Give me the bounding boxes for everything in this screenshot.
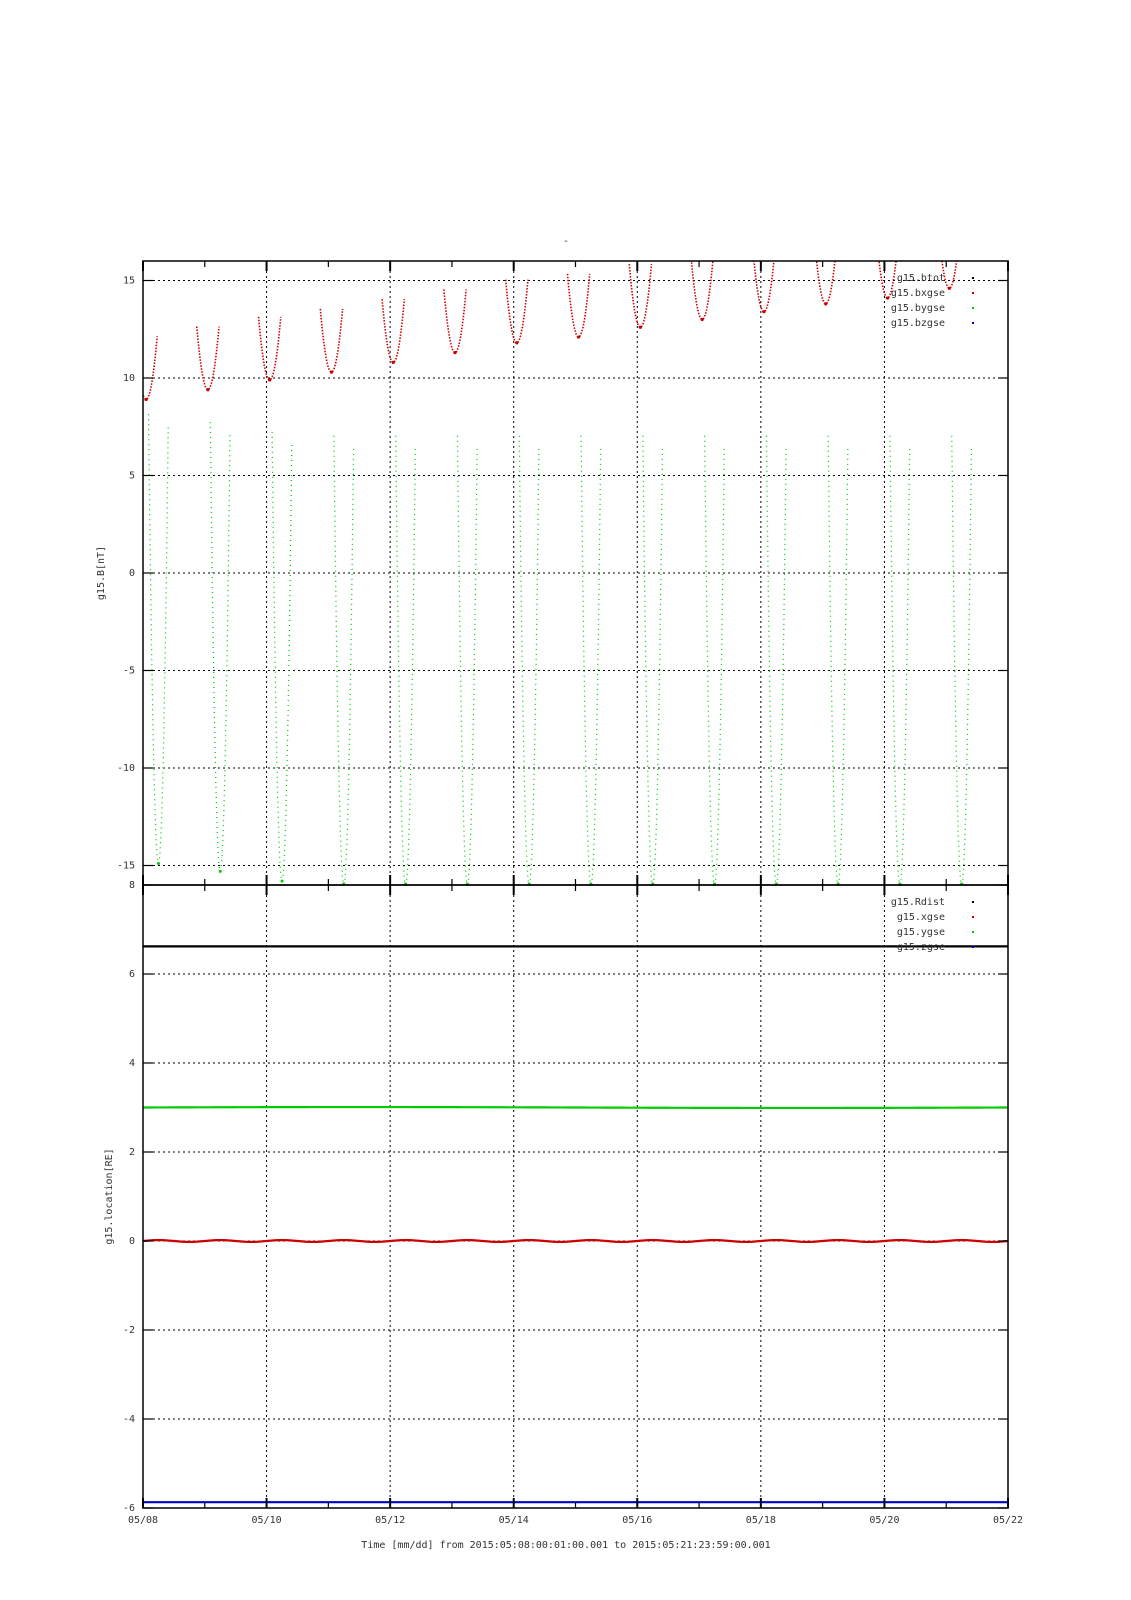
legend-entry-label: g15.bygse — [890, 303, 945, 314]
bxgse-minimum-point — [515, 341, 518, 344]
bxgse-minimum-point — [886, 296, 889, 299]
bygse-dip — [952, 436, 972, 885]
bxgse-dip — [320, 309, 342, 372]
bxgse-dip — [629, 264, 651, 327]
x-tick-labels — [128, 1515, 1023, 1526]
magnetic-field-panel — [96, 225, 1008, 885]
legend — [891, 897, 974, 953]
location-panel — [104, 880, 1008, 1514]
legend-entry-marker — [972, 322, 974, 324]
x-tick-label: 05/08 — [127, 1515, 159, 1526]
bygse-dip — [149, 414, 169, 863]
bxgse-minimum-point — [392, 361, 395, 364]
y-tick-label: -6 — [122, 1503, 135, 1514]
bxgse-minimum-point — [824, 302, 827, 305]
bygse-dip — [890, 436, 910, 885]
x-tick-label: 05/18 — [745, 1515, 776, 1526]
bxgse-minimum-point — [144, 398, 147, 401]
legend-entry-marker — [972, 307, 974, 309]
bxgse-minimum-point — [206, 388, 209, 391]
bxgse-minimum-point — [268, 378, 271, 381]
legend-entry-label: g15.btot — [896, 273, 945, 284]
y-tick-label: -5 — [122, 665, 135, 677]
y-tick-label: 10 — [122, 373, 135, 384]
bxgse-minimum-point — [948, 287, 951, 290]
x-tick-label: 05/14 — [498, 1515, 529, 1526]
legend-entry-marker — [972, 916, 974, 918]
x-tick-label: 05/22 — [992, 1515, 1024, 1526]
y-tick-label: -10 — [116, 763, 135, 774]
bxgse-dip — [135, 336, 157, 399]
bxgse-dip — [506, 280, 528, 343]
y-tick-label: 15 — [122, 275, 135, 287]
bxgse-dip — [567, 274, 589, 337]
bxgse-dip — [197, 327, 219, 390]
bxgse-minimum-point — [330, 371, 333, 374]
bxgse-minimum-point — [577, 335, 580, 338]
legend-entry-label: g15.ygse — [896, 927, 945, 938]
bygse-dip — [766, 436, 786, 885]
y-tick-label: 5 — [128, 470, 135, 482]
legend-entry-label: g15.zgse — [896, 942, 945, 953]
legend-entry-marker — [972, 277, 974, 279]
y-tick-label: -2 — [122, 1325, 135, 1336]
bxgse-dip — [259, 317, 281, 380]
legend-entry-marker — [972, 292, 974, 294]
legend-entry-marker — [972, 931, 974, 933]
bygse-dip — [519, 436, 539, 885]
x-tick-label: 05/16 — [622, 1515, 653, 1526]
xgse-series-line — [143, 1240, 1008, 1242]
legend-entry-label: g15.xgse — [896, 912, 945, 923]
bygse-dip — [705, 436, 725, 885]
y-tick-label: 8 — [128, 880, 135, 891]
bygse-dip — [828, 436, 848, 885]
bxgse-minimum-point — [639, 326, 642, 329]
bygse-dip — [334, 436, 354, 885]
bygse-dip — [210, 422, 230, 871]
bygse-dip — [643, 436, 663, 885]
bxgse-minimum-point — [762, 310, 765, 313]
y-tick-label: 6 — [128, 969, 135, 980]
y-tick-label: 2 — [128, 1147, 135, 1158]
bygse-dip — [581, 436, 601, 885]
x-tick-label: 05/10 — [251, 1515, 282, 1526]
ygse-series-line — [143, 1107, 1008, 1108]
bxgse-dip — [691, 256, 713, 319]
panel-frame — [143, 885, 1008, 1508]
legend-entry-marker — [972, 946, 974, 948]
chart-title: - — [562, 236, 570, 247]
y-tick-label: 0 — [128, 1236, 135, 1247]
legend-entry-label: g15.Rdist — [890, 897, 945, 908]
bygse-dip — [396, 436, 416, 885]
y-tick-label: 4 — [128, 1058, 135, 1069]
bxgse-dip — [382, 299, 404, 362]
legend-entry-marker — [972, 901, 974, 903]
bygse-dip — [457, 436, 477, 885]
bxgse-dip — [444, 289, 466, 352]
y-tick-label: -4 — [122, 1414, 135, 1425]
y-tick-label: -15 — [116, 860, 135, 872]
bygse-minimum-point — [219, 870, 222, 873]
bxgse-minimum-point — [453, 351, 456, 354]
bxgse-minimum-point — [701, 318, 704, 321]
bygse-dip — [272, 432, 292, 881]
legend-entry-label: g15.bzgse — [890, 318, 945, 329]
bxgse-dip — [815, 241, 837, 304]
bygse-minimum-point — [281, 880, 284, 883]
legend — [891, 273, 974, 329]
x-tick-label: 05/20 — [869, 1515, 900, 1526]
y-tick-label: 0 — [128, 568, 135, 579]
x-tick-label: 05/12 — [375, 1515, 406, 1526]
y-axis-title: g15.location[RE] — [104, 1148, 115, 1245]
legend-entry-label: g15.bxgse — [890, 288, 945, 299]
x-axis-title: Time [mm/dd] from 2015:05:08:00:01:00.001 to 2015:05:21:23:59:00.001 — [361, 1540, 771, 1551]
bygse-minimum-point — [157, 862, 160, 865]
y-axis-title: g15.B[nT] — [96, 545, 107, 601]
